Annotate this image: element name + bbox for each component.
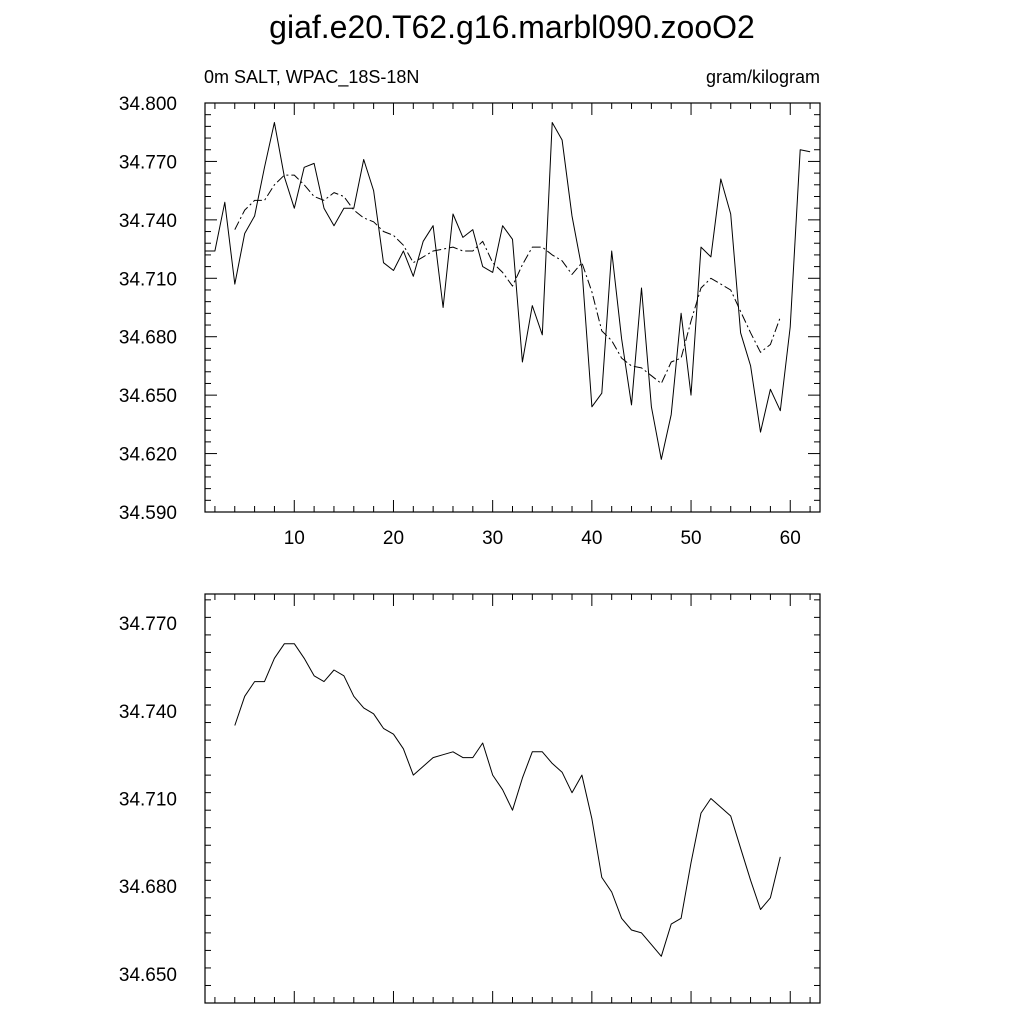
x-tick-label: 20	[382, 528, 405, 549]
y-tick-label: 34.590	[118, 503, 177, 524]
x-tick-label: 40	[581, 528, 603, 549]
x-tick-label: 30	[482, 528, 504, 549]
subtitle-left: 0m SALT, WPAC_18S-18N	[204, 67, 420, 87]
x-tick-label: 50	[680, 528, 702, 549]
x-tick-label: 10	[283, 528, 305, 549]
series-line-solid	[205, 123, 810, 460]
series-line-solid	[235, 644, 781, 957]
plot-frame	[205, 594, 820, 1003]
x-tick-label: 60	[779, 528, 801, 549]
y-tick-label: 34.740	[118, 210, 177, 232]
y-tick-label: 34.650	[118, 386, 177, 408]
y-tick-label: 34.740	[118, 701, 177, 723]
y-tick-label: 34.770	[118, 152, 177, 174]
chart-title: giaf.e20.T62.g16.marbl090.zooO2	[269, 9, 755, 45]
y-tick-label: 34.680	[118, 877, 177, 899]
y-tick-label: 34.710	[118, 269, 177, 291]
bottom-plot-panel	[119, 594, 820, 1003]
y-tick-label: 34.680	[118, 327, 177, 349]
subtitle-right: gram/kilogram	[705, 67, 820, 87]
y-tick-label: 34.620	[118, 444, 177, 466]
y-tick-label: 34.650	[118, 964, 177, 986]
y-tick-label: 34.710	[118, 789, 177, 811]
y-tick-label: 34.770	[118, 614, 177, 636]
plot-frame	[205, 103, 820, 512]
top-plot-panel	[119, 94, 820, 549]
y-tick-label: 34.800	[118, 94, 177, 115]
